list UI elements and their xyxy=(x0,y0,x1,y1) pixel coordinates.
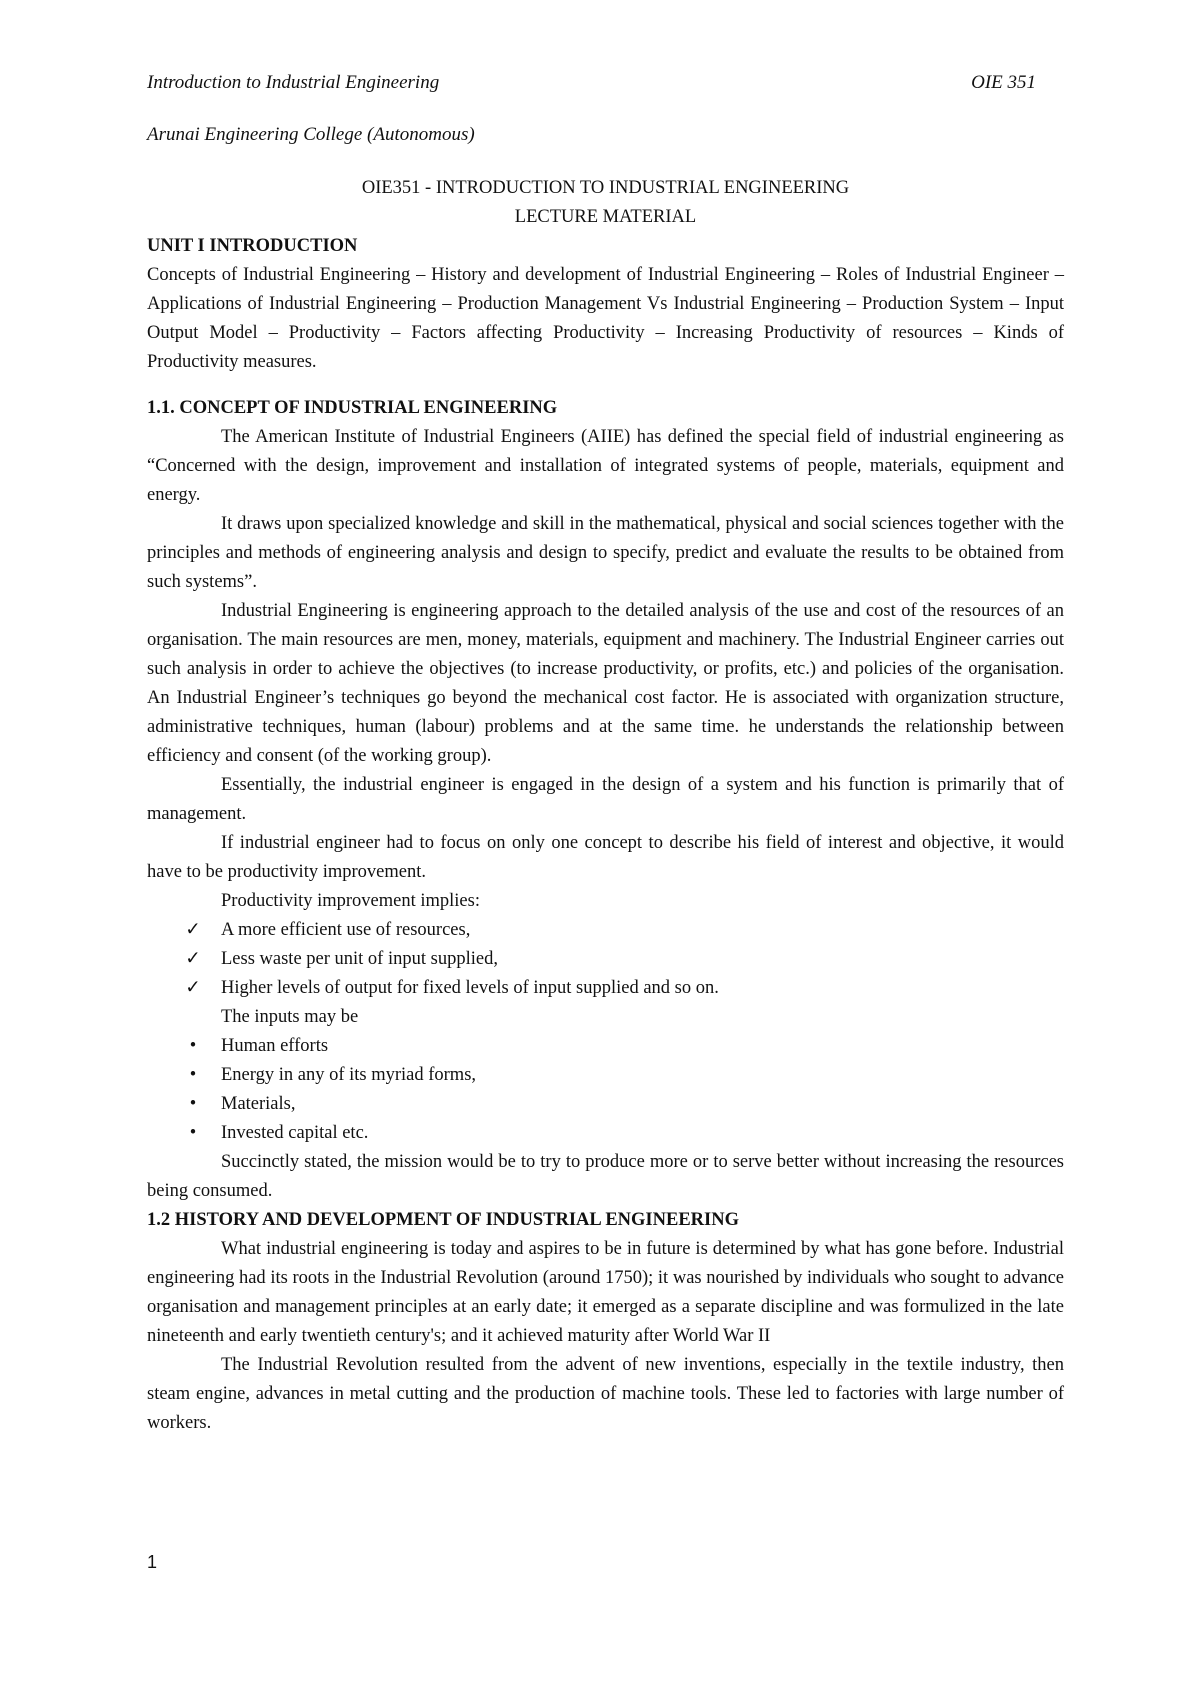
paragraph: The Industrial Revolution resulted from the advent of new inventions, especially in the textile industry, then steam engine, advances in metal cutting and the production of machine tools. These led to factories with large number of workers. xyxy=(147,1355,1064,1433)
bullet-icon: • xyxy=(189,1123,197,1143)
header-course-code: OIE 351 xyxy=(971,72,1036,93)
list-item-text: Energy in any of its myriad forms, xyxy=(221,1065,477,1085)
paragraph: Productivity improvement implies: xyxy=(221,891,480,911)
paragraph: Succinctly stated, the mission would be to try to produce more or to serve better without increasing the resources being consumed. xyxy=(147,1152,1064,1201)
check-list xyxy=(147,916,1064,1003)
paragraph: What industrial engineering is today and aspires to be in future is determined by what has gone before. Industrial engineering had its roots in the Industrial Revolution (around 1750); it was nourished by individuals who sought to advance organisation and management principles at an early date; it emerged as a separate discipline and was formulized in the late nineteenth and early twentieth century's; and it achieved maturity after World War II xyxy=(147,1239,1064,1346)
paragraph: If industrial engineer had to focus on only one concept to describe his field of interest and objective, it would have to be productivity improvement. xyxy=(147,833,1064,882)
section-1-heading: 1.1. CONCEPT OF INDUSTRIAL ENGINEERING xyxy=(147,398,558,418)
paragraph: Essentially, the industrial engineer is engaged in the design of a system and his function is primarily that of management. xyxy=(147,775,1064,824)
list-item-text: Higher levels of output for fixed levels of input supplied and so on. xyxy=(221,978,719,998)
list-item xyxy=(147,1119,1064,1148)
list-item xyxy=(147,974,1064,1003)
list-item-text: Less waste per unit of input supplied, xyxy=(221,949,498,969)
list-item-text: A more efficient use of resources, xyxy=(221,920,471,940)
checkmark-icon: ✓ xyxy=(185,949,201,969)
paragraph: Industrial Engineering is engineering approach to the detailed analysis of the use and cost of the resources of an organisation. The main resources are men, money, materials, equipment and machinery. The Industrial Engineer carries out such analysis in order to achieve the objectives (to increase productivity, or profits, etc.) and policies of the organisation. An Industrial Engineer’s techniques go beyond the mechanical cost factor. He is associated with organization structure, administrative techniques, human (labour) problems and at the same time. he understands the relationship between efficiency and consent (of the working group). xyxy=(147,601,1064,766)
bullet-list xyxy=(147,1032,1064,1148)
list-item xyxy=(147,1090,1064,1119)
list-item xyxy=(147,916,1064,945)
section-2-heading: 1.2 HISTORY AND DEVELOPMENT OF INDUSTRIAL ENGINEERING xyxy=(147,1210,739,1230)
header-college: Arunai Engineering College (Autonomous) xyxy=(147,124,475,145)
document-title: OIE351 - INTRODUCTION TO INDUSTRIAL ENGINEERING xyxy=(361,178,850,198)
list-item-text: Invested capital etc. xyxy=(221,1123,369,1143)
document-subtitle: LECTURE MATERIAL xyxy=(514,207,697,227)
bullet-icon: • xyxy=(189,1094,197,1114)
header-course-title: Introduction to Industrial Engineering xyxy=(147,72,440,93)
list-item-text: Human efforts xyxy=(221,1036,329,1056)
page-number: 1 xyxy=(147,1552,158,1572)
bullet-icon: • xyxy=(189,1065,197,1085)
bullet-icon: • xyxy=(189,1036,197,1056)
list-item xyxy=(147,1061,1064,1090)
list-item xyxy=(147,1032,1064,1061)
list-item-text: Materials, xyxy=(221,1094,296,1114)
unit-syllabus: Concepts of Industrial Engineering – History and development of Industrial Engineering – Roles of Industrial Engineer – Applications of Industrial Engineering – Production Management Vs Industrial Engineering – Production System – Input Output Model – Productivity – Factors affecting Productivity – Increasing Productivity of resources – Kinds of Productivity measures. xyxy=(147,265,1064,372)
document-body xyxy=(147,174,1064,1438)
running-header xyxy=(147,72,1036,94)
spacer xyxy=(147,377,1064,394)
unit-heading: UNIT I INTRODUCTION xyxy=(147,236,358,256)
checkmark-icon: ✓ xyxy=(185,978,201,998)
paragraph: It draws upon specialized knowledge and skill in the mathematical, physical and social sciences together with the principles and methods of engineering analysis and design to specify, predict and evaluate the results to be obtained from such systems”. xyxy=(147,514,1064,592)
list-item xyxy=(147,945,1064,974)
inputs-intro: The inputs may be xyxy=(221,1007,359,1027)
paragraph: The American Institute of Industrial Engineers (AIIE) has defined the special field of industrial engineering as “Concerned with the design, improvement and installation of integrated systems of people, materials, equipment and energy. xyxy=(147,427,1064,505)
checkmark-icon: ✓ xyxy=(185,920,201,940)
